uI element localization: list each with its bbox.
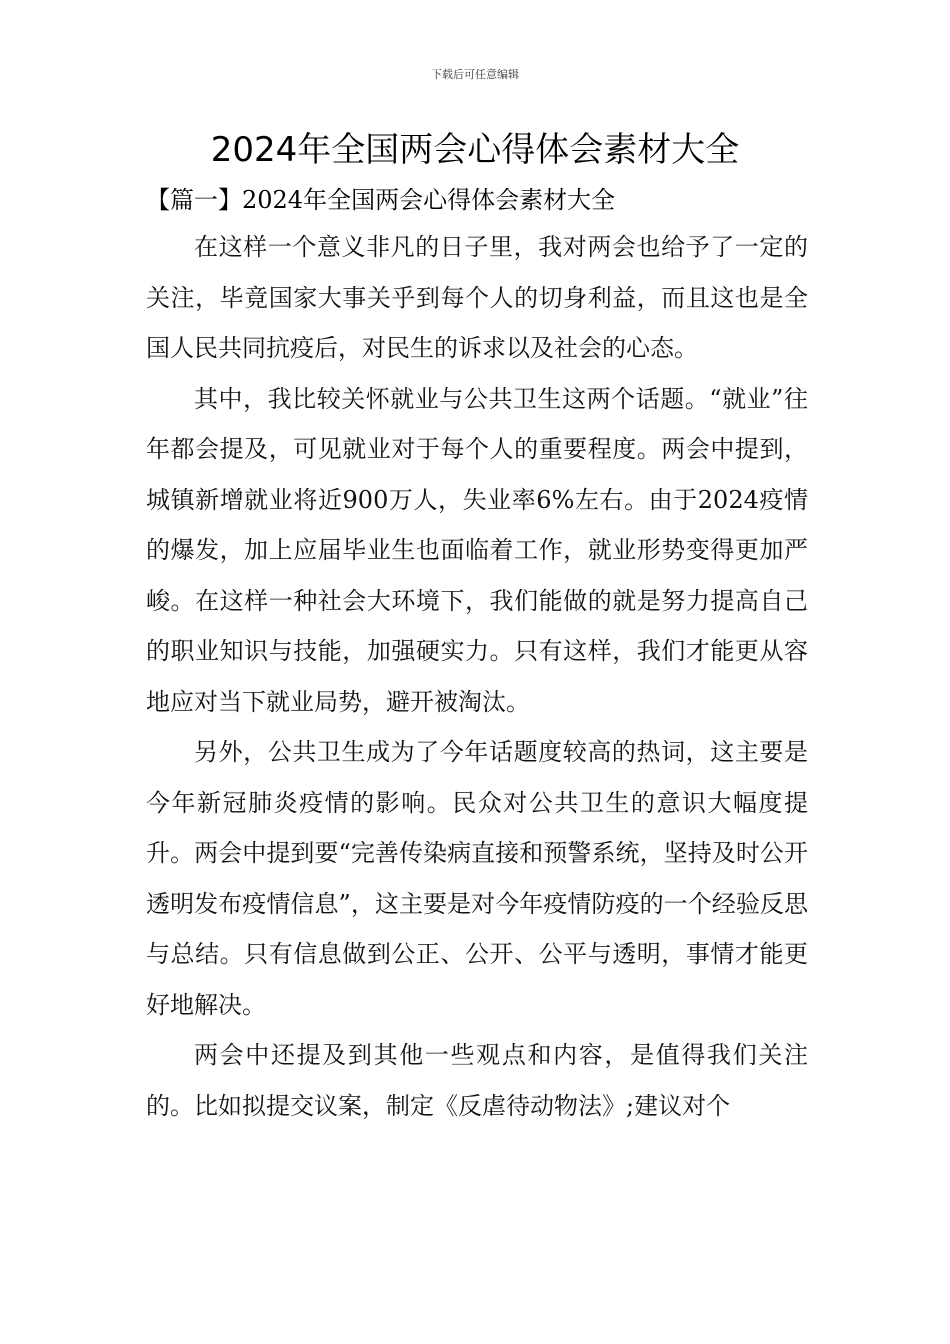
paragraph: 另外，公共卫生成为了今年话题度较高的热词，这主要是今年新冠肺炎疫情的影响。民众对公共卫生的意识大幅度提升。两会中提到要“完善传染病直接和预警系统，坚持及时公开透明发布疫情信息”，这主要是对今年疫情防疫的一个经验反思与总结。只有信息做到公正、公开、公平与透明，事情才能更好地解决。: [146, 738, 808, 1019]
paragraph: 两会中还提及到其他一些观点和内容，是值得我们关注的。比如拟提交议案，制定《反虐待动物法》;建议对个: [146, 1041, 808, 1120]
header-note: 下载后可任意编辑: [431, 68, 519, 81]
article-body: [146, 222, 808, 1131]
document-title: 2024年全国两会心得体会素材大全: [210, 130, 740, 170]
section-heading: 【篇一】2024年全国两会心得体会素材大全: [146, 186, 616, 214]
paragraph: 在这样一个意义非凡的日子里，我对两会也给予了一定的关注，毕竟国家大事关乎到每个人的切身利益，而且这也是全国人民共同抗疫后，对民生的诉求以及社会的心态。: [146, 233, 808, 362]
paragraph: 其中，我比较关怀就业与公共卫生这两个话题。“就业”往年都会提及，可见就业对于每个人的重要程度。两会中提到，城镇新增就业将近900万人，失业率6%左右。由于2024疫情的爆发，加上应届毕业生也面临着工作，就业形势变得更加严峻。在这样一种社会大环境下，我们能做的就是努力提高自己的职业知识与技能，加强硬实力。只有这样，我们才能更从容地应对当下就业局势，避开被淘汰。: [146, 384, 808, 716]
